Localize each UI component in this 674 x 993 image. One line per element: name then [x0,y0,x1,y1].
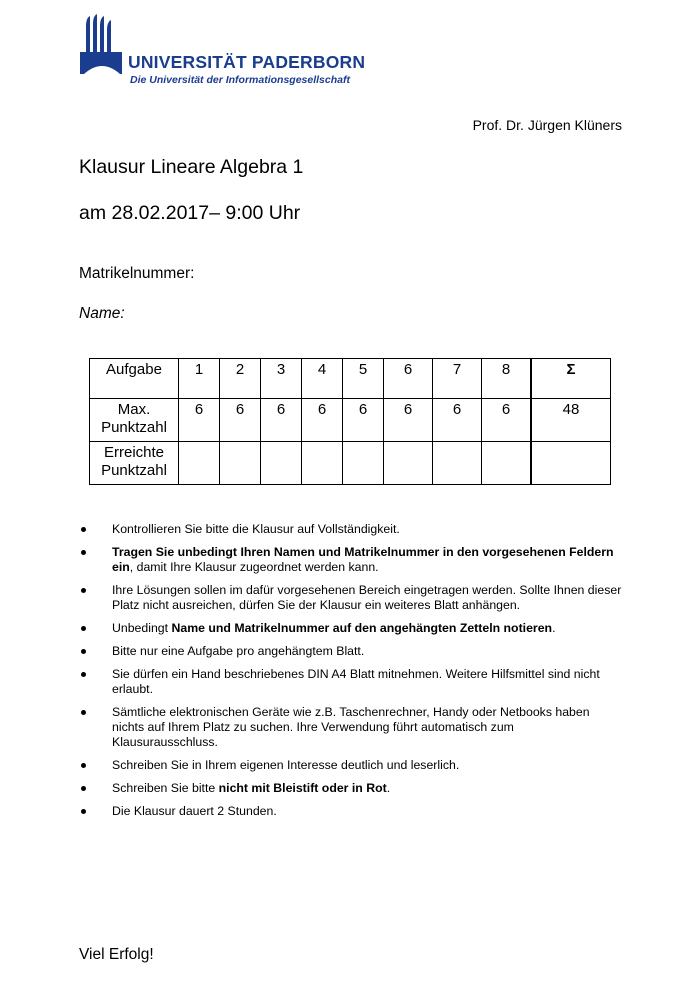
sum-symbol: Σ [531,359,611,399]
list-item: Sämtliche elektronischen Geräte wie z.B. Taschenrechner, Handy oder Netbooks haben nichts auf Ihrem Platz zu suchen. Ihre Verwendung führt automatisch zum Klausurausschluss. [78,705,623,750]
score-table [89,358,611,485]
list-item: Schreiben Sie bitte nicht mit Bleistift oder in Rot. [78,781,623,796]
list-item: Ihre Lösungen sollen im dafür vorgesehenen Bereich eingetragen werden. Sollte Ihnen dieser Platz nicht ausreichen, dürfen Sie der Klausur ein weiteres Blatt anhängen. [78,583,623,613]
max-points-value: 6 [179,399,220,442]
task-label-cell: Aufgabe [90,359,179,399]
task-number: 8 [482,359,532,399]
max-points-value: 6 [343,399,384,442]
max-points-total: 48 [531,399,611,442]
task-number: 2 [220,359,261,399]
exam-title: Klausur Lineare Algebra 1 [79,156,304,178]
task-number: 3 [261,359,302,399]
reached-points-cell [179,442,220,485]
reached-points-cell [384,442,433,485]
max-points-label: Max. Punktzahl [90,399,179,442]
name-label: Name: [79,305,125,322]
list-item: Sie dürfen ein Hand beschriebenes DIN A4 Blatt mitnehmen. Weitere Hilfsmittel sind nicht erlaubt. [78,667,623,697]
professor-name: Prof. Dr. Jürgen Klüners [472,117,622,133]
max-points-value: 6 [482,399,532,442]
list-item: Kontrollieren Sie bitte die Klausur auf Vollständigkeit. [78,522,623,537]
instructions-list [78,522,623,827]
task-number: 7 [433,359,482,399]
university-name: UNIVERSITÄT PADERBORN [128,52,366,72]
university-emblem-icon [78,14,124,76]
list-item: Die Klausur dauert 2 Stunden. [78,804,623,819]
university-tagline: Die Universität der Informationsgesellschaft [130,74,350,86]
reached-points-cell [433,442,482,485]
list-item: Tragen Sie unbedingt Ihren Namen und Matrikelnummer in den vorgesehenen Feldern ein, damit Ihre Klausur zugeordnet werden kann. [78,545,623,575]
list-item: Unbedingt Name und Matrikelnummer auf den angehängten Zetteln notieren. [78,621,623,636]
max-points-value: 6 [433,399,482,442]
exam-date: am 28.02.2017– 9:00 Uhr [79,202,301,224]
reached-points-cell [261,442,302,485]
table-row-max-points [90,399,611,442]
closing-text: Viel Erfolg! [79,946,154,963]
max-points-value: 6 [261,399,302,442]
task-number: 4 [302,359,343,399]
reached-points-cell [343,442,384,485]
table-row-tasks [90,359,611,399]
university-logo [78,14,368,94]
max-points-value: 6 [220,399,261,442]
list-item: Bitte nur eine Aufgabe pro angehängtem Blatt. [78,644,623,659]
reached-points-cell [302,442,343,485]
max-points-value: 6 [302,399,343,442]
task-number: 1 [179,359,220,399]
reached-points-cell [220,442,261,485]
list-item: Schreiben Sie in Ihrem eigenen Interesse deutlich und leserlich. [78,758,623,773]
table-row-reached-points [90,442,611,485]
reached-points-cell [482,442,532,485]
task-number: 5 [343,359,384,399]
max-points-value: 6 [384,399,433,442]
matrikel-label: Matrikelnummer: [79,265,195,282]
task-number: 6 [384,359,433,399]
reached-points-label: Erreichte Punktzahl [90,442,179,485]
reached-points-total [531,442,611,485]
